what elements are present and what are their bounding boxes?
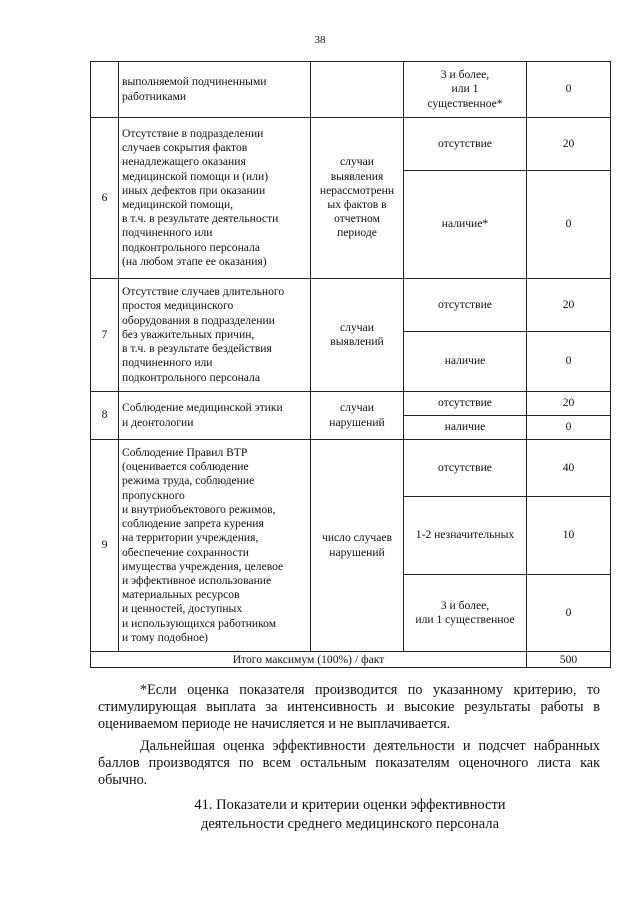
body-paragraph: Дальнейшая оценка эффективности деятельности и подсчет набранных баллов производятся по всем остальным показателям оценочного листа как обычно. <box>98 738 600 788</box>
section-heading-line-1: 41. Показатели и критерии оценки эффективности <box>194 797 506 813</box>
unit-cell: число случаев нарушений <box>311 440 404 652</box>
table-row-6 <box>91 118 611 171</box>
indicator-cell: Отсутствие в подразделении случаев сокрытия фактов ненадлежащего оказания медицинской помощи и (или) иных дефектов при оказании медицинской помощи, в т.ч. в результате деятельности подчиненного или подконтрольного персонала (на любом этапе ее оказания) <box>119 118 311 279</box>
table-row-continuation <box>91 62 611 118</box>
indicator-cell: Соблюдение Правил ВТР (оценивается соблюдение режима труда, соблюдение пропускного и внутриобъектового режимов, соблюдение запрета курения на территории учреждения, обеспечение сохранности имущества учреждения, целевое и эффективное использование материальных ресурсов и ценностей, доступных и использующихся работником и тому подобное) <box>119 440 311 652</box>
score-cell: 0 <box>527 575 611 652</box>
indicator-cell: выполняемой подчиненными работниками <box>119 62 311 118</box>
score-cell: 20 <box>527 118 611 171</box>
section-heading <box>90 796 610 834</box>
score-cell: 20 <box>527 279 611 332</box>
indicator-cell: Соблюдение медицинской этики и деонтологии <box>119 392 311 440</box>
unit-cell <box>311 62 404 118</box>
total-score: 500 <box>527 652 611 668</box>
unit-cell: случаи нарушений <box>311 392 404 440</box>
score-cell: 0 <box>527 332 611 392</box>
table-row-total <box>91 652 611 668</box>
score-cell: 10 <box>527 497 611 575</box>
section-heading-line-2: деятельности среднего медицинского персонала <box>200 816 499 832</box>
criterion-cell: наличие <box>404 416 527 440</box>
criterion-cell: отсутствие <box>404 392 527 416</box>
unit-cell: случаи выявлений <box>311 279 404 392</box>
score-cell: 0 <box>527 62 611 118</box>
row-number-cell: 8 <box>91 392 119 440</box>
row-number-cell: 9 <box>91 440 119 652</box>
table-row-9 <box>91 440 611 497</box>
page-number: 38 <box>314 34 326 46</box>
score-cell: 0 <box>527 171 611 279</box>
criterion-cell: наличие <box>404 332 527 392</box>
footnote-paragraph: *Если оценка показателя производится по указанному критерию, то стимулирующая выплата за интенсивность и высокие результаты работы в оцениваемом периоде не начисляется и не выплачивается. <box>98 682 600 732</box>
criterion-cell: отсутствие <box>404 118 527 171</box>
criterion-cell: 3 и более, или 1 существенное* <box>404 62 527 118</box>
row-number-cell: 6 <box>91 118 119 279</box>
criterion-cell: 1-2 незначительных <box>404 497 527 575</box>
criterion-cell: отсутствие <box>404 440 527 497</box>
score-cell: 40 <box>527 440 611 497</box>
criterion-cell: отсутствие <box>404 279 527 332</box>
criterion-cell: наличие* <box>404 171 527 279</box>
table-row-7 <box>91 279 611 332</box>
criterion-cell: 3 и более, или 1 существенное <box>404 575 527 652</box>
total-label: Итого максимум (100%) / факт <box>91 652 527 668</box>
score-cell: 0 <box>527 416 611 440</box>
score-cell: 20 <box>527 392 611 416</box>
table-row-8 <box>91 392 611 416</box>
unit-cell: случаи выявления нерассмотренн ых фактов в отчетном периоде <box>311 118 404 279</box>
indicator-cell: Отсутствие случаев длительного простоя медицинского оборудования в подразделении без уважительных причин, в т.ч. в результате бездействия подчиненного или подконтрольного персонала <box>119 279 311 392</box>
criteria-table <box>90 61 611 668</box>
row-number-cell: 7 <box>91 279 119 392</box>
row-number-cell <box>91 62 119 118</box>
